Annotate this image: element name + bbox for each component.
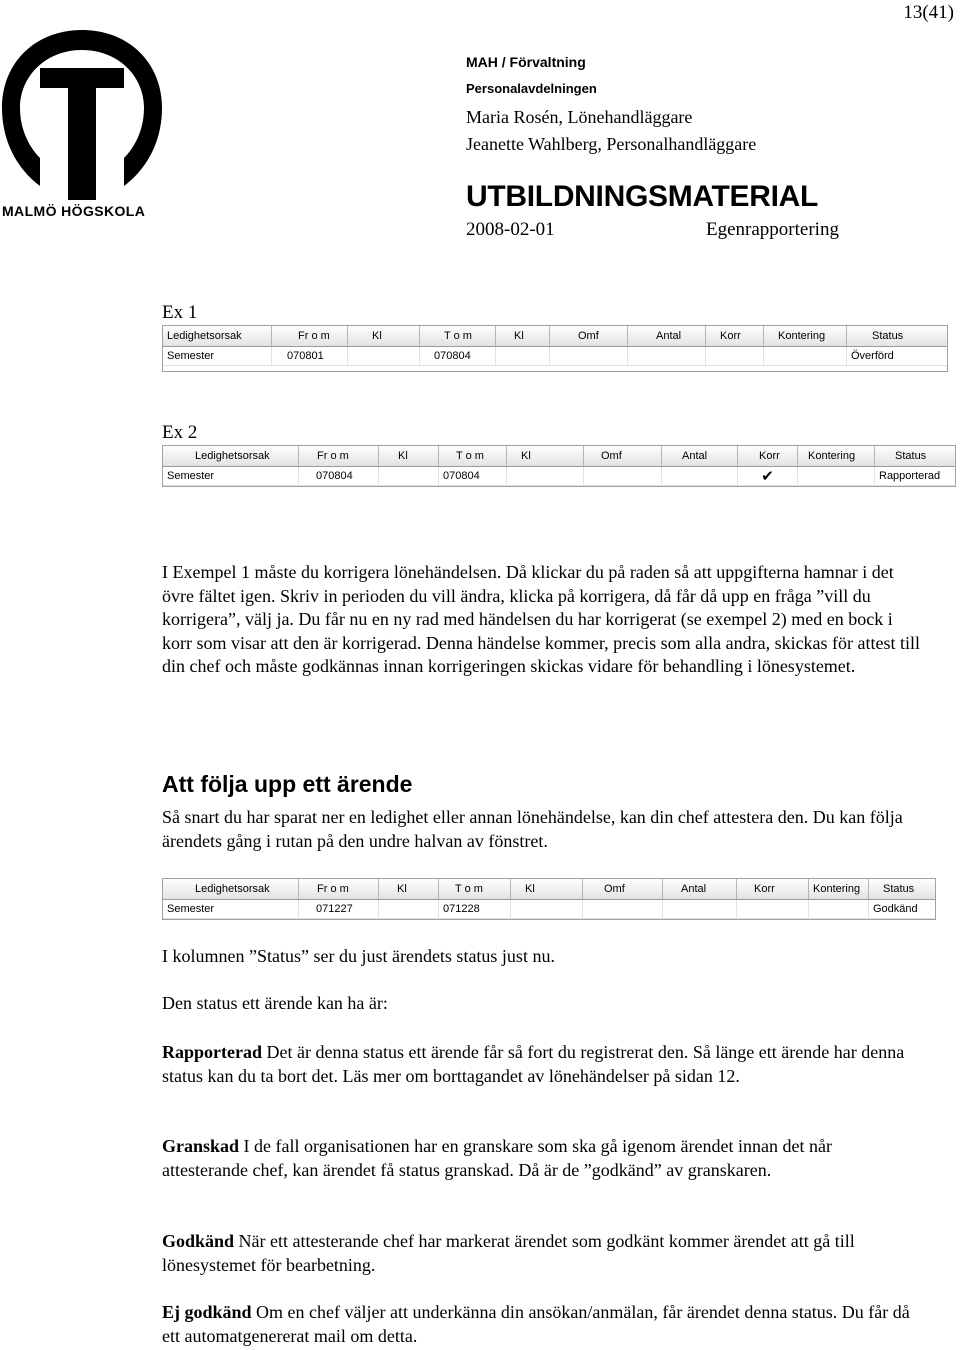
example-1-table [162, 325, 948, 372]
table-cell [583, 900, 663, 918]
status-definition-rapporterad [162, 1041, 922, 1088]
col-header[interactable]: Status [895, 450, 927, 462]
table-row[interactable] [163, 467, 955, 486]
col-header[interactable]: Korr [706, 326, 764, 346]
col-header[interactable]: Omf [583, 879, 663, 899]
col-header[interactable]: Status [872, 330, 904, 342]
col-header[interactable]: T o m [439, 879, 511, 899]
header-contact-1: Maria Rosén, Lönehandläggare [466, 107, 693, 127]
table-cell: 070804 [439, 467, 507, 485]
status-definition-godkand [162, 1230, 922, 1277]
col-header[interactable]: Kontering [809, 879, 869, 899]
document-title: UTBILDNINGSMATERIAL [466, 180, 819, 213]
col-header[interactable]: T o m [420, 326, 496, 346]
status-term: Granskad [162, 1136, 240, 1156]
status-term: Godkänd [162, 1231, 235, 1251]
table-header [163, 326, 947, 347]
col-header[interactable]: Fr o m [272, 326, 348, 346]
table-cell: Semester [163, 347, 272, 365]
table-cell: 070801 [272, 347, 348, 365]
table-row[interactable] [163, 347, 947, 366]
table-cell [706, 347, 764, 365]
header-unit: Personalavdelningen [466, 81, 597, 96]
col-header[interactable]: Status [883, 883, 915, 895]
col-header[interactable]: Kl [379, 879, 439, 899]
page-number: 13(41) [903, 2, 954, 23]
table-cell [628, 347, 706, 365]
col-header[interactable]: Antal [662, 446, 738, 466]
status-description: I de fall organisationen har en granskare som ska gå igenom ärendet innan det når attesterande chef, kan ärendet få status granskad. Då är de ”godkänd” av granskaren. [162, 1136, 832, 1180]
table-cell: Semester [163, 900, 299, 918]
col-header[interactable]: Omf [550, 326, 628, 346]
example-1-label: Ex 1 [162, 302, 198, 323]
col-header[interactable]: Kl [507, 446, 584, 466]
status-cell: Överförd [851, 350, 894, 362]
status-term: Rapporterad [162, 1042, 262, 1062]
col-header[interactable]: T o m [439, 446, 507, 466]
logo-emblem-icon [0, 28, 164, 200]
section-heading: Att följa upp ett ärende [162, 771, 413, 797]
table-cell [809, 900, 869, 918]
table-cell [764, 347, 847, 365]
status-cell: Rapporterad [879, 470, 941, 482]
col-header[interactable]: Ledighetsorsak [163, 879, 299, 899]
table-cell [348, 347, 420, 365]
table-cell [511, 900, 583, 918]
table-row[interactable] [163, 900, 935, 919]
table-cell [507, 467, 584, 485]
table-cell [663, 900, 737, 918]
col-header[interactable]: Kl [496, 326, 550, 346]
table-cell [737, 900, 809, 918]
table-cell [496, 347, 550, 365]
table-cell: 071228 [439, 900, 511, 918]
col-header[interactable]: Omf [584, 446, 662, 466]
status-description: När ett attesterande chef har markerat ärendet som godkänt kommer ärendet att gå till lönesystemet för bearbetning. [162, 1231, 855, 1275]
status-description: Det är denna status ett ärende får så fort du registrerat den. Så länge ett ärende har denna status kan du ta bort det. Läs mer om borttagandet av lönehändelser på sidan 12. [162, 1042, 905, 1086]
status-description: Om en chef väljer att underkänna din ansökan/anmälan, får ärendet denna status. Du får då ett automatgenererat mail om detta. [162, 1302, 910, 1346]
col-header[interactable]: Fr o m [299, 879, 379, 899]
table-cell: Semester [163, 467, 299, 485]
statuses-intro: Den status ett ärende kan ha är: [162, 993, 388, 1013]
example-2-table [162, 445, 956, 487]
header-contact-2: Jeanette Wahlberg, Personalhandläggare [466, 134, 757, 154]
status-cell: Godkänd [873, 903, 918, 915]
col-header[interactable]: Korr [737, 879, 809, 899]
status-definition-granskad [162, 1135, 922, 1182]
document-date: 2008-02-01 [466, 219, 555, 240]
status-term: Ej godkänd [162, 1302, 252, 1322]
col-header[interactable]: Antal [628, 326, 706, 346]
table-cell: 070804 [299, 467, 379, 485]
table-cell [584, 467, 662, 485]
status-column-text: I kolumnen ”Status” ser du just ärendets status just nu. [162, 946, 555, 966]
section-paragraph: Så snart du har sparat ner en ledighet eller annan lönehändelse, kan din chef attestera den. Du kan följa ärendets gång i rutan på den undre halvan av fönstret. [162, 807, 903, 851]
col-header[interactable]: Antal [663, 879, 737, 899]
col-header[interactable]: Korr [738, 446, 798, 466]
logo-wordmark: MALMÖ HÖGSKOLA [2, 203, 146, 219]
malmo-hogskola-logo [0, 28, 164, 223]
table-header [163, 879, 935, 900]
header-department: MAH / Förvaltning [466, 54, 586, 70]
example-2-label: Ex 2 [162, 422, 198, 443]
col-header[interactable]: Fr o m [299, 446, 379, 466]
table-cell [550, 347, 628, 365]
korr-checkmark-icon: ✔ [738, 467, 798, 485]
col-header[interactable]: Kontering [798, 446, 875, 466]
col-header[interactable]: Kl [348, 326, 420, 346]
table-cell [379, 467, 439, 485]
table-header [163, 446, 955, 467]
table-cell: 070804 [420, 347, 496, 365]
document-subject: Egenrapportering [706, 219, 839, 240]
table-cell [798, 467, 875, 485]
follow-up-table [162, 878, 936, 920]
table-cell [379, 900, 439, 918]
table-cell: 071227 [299, 900, 379, 918]
col-header[interactable]: Ledighetsorsak [163, 326, 272, 346]
col-header[interactable]: Kl [511, 879, 583, 899]
col-header[interactable]: Kl [379, 446, 439, 466]
status-definition-ej-godkand [162, 1301, 922, 1348]
table-cell [662, 467, 738, 485]
col-header[interactable]: Kontering [764, 326, 847, 346]
intro-paragraph: I Exempel 1 måste du korrigera lönehändelsen. Då klickar du på raden så att uppgifterna hamnar i det övre fältet igen. Skriv in perioden du vill ändra, klicka på korrigera, då får då upp en fråga ”vill du korrigera”, välj ja. Du får nu en ny rad med händelsen du har korrigerat (se exempel 2) med en bock i korr som visar att den är korrigerad. Denna händelse kommer, precis som alla andra, skickas för attest till din chef och måste godkännas innan korrigeringen skickas vidare för behandling i lönesystemet. [162, 562, 921, 677]
col-header[interactable]: Ledighetsorsak [163, 446, 299, 466]
